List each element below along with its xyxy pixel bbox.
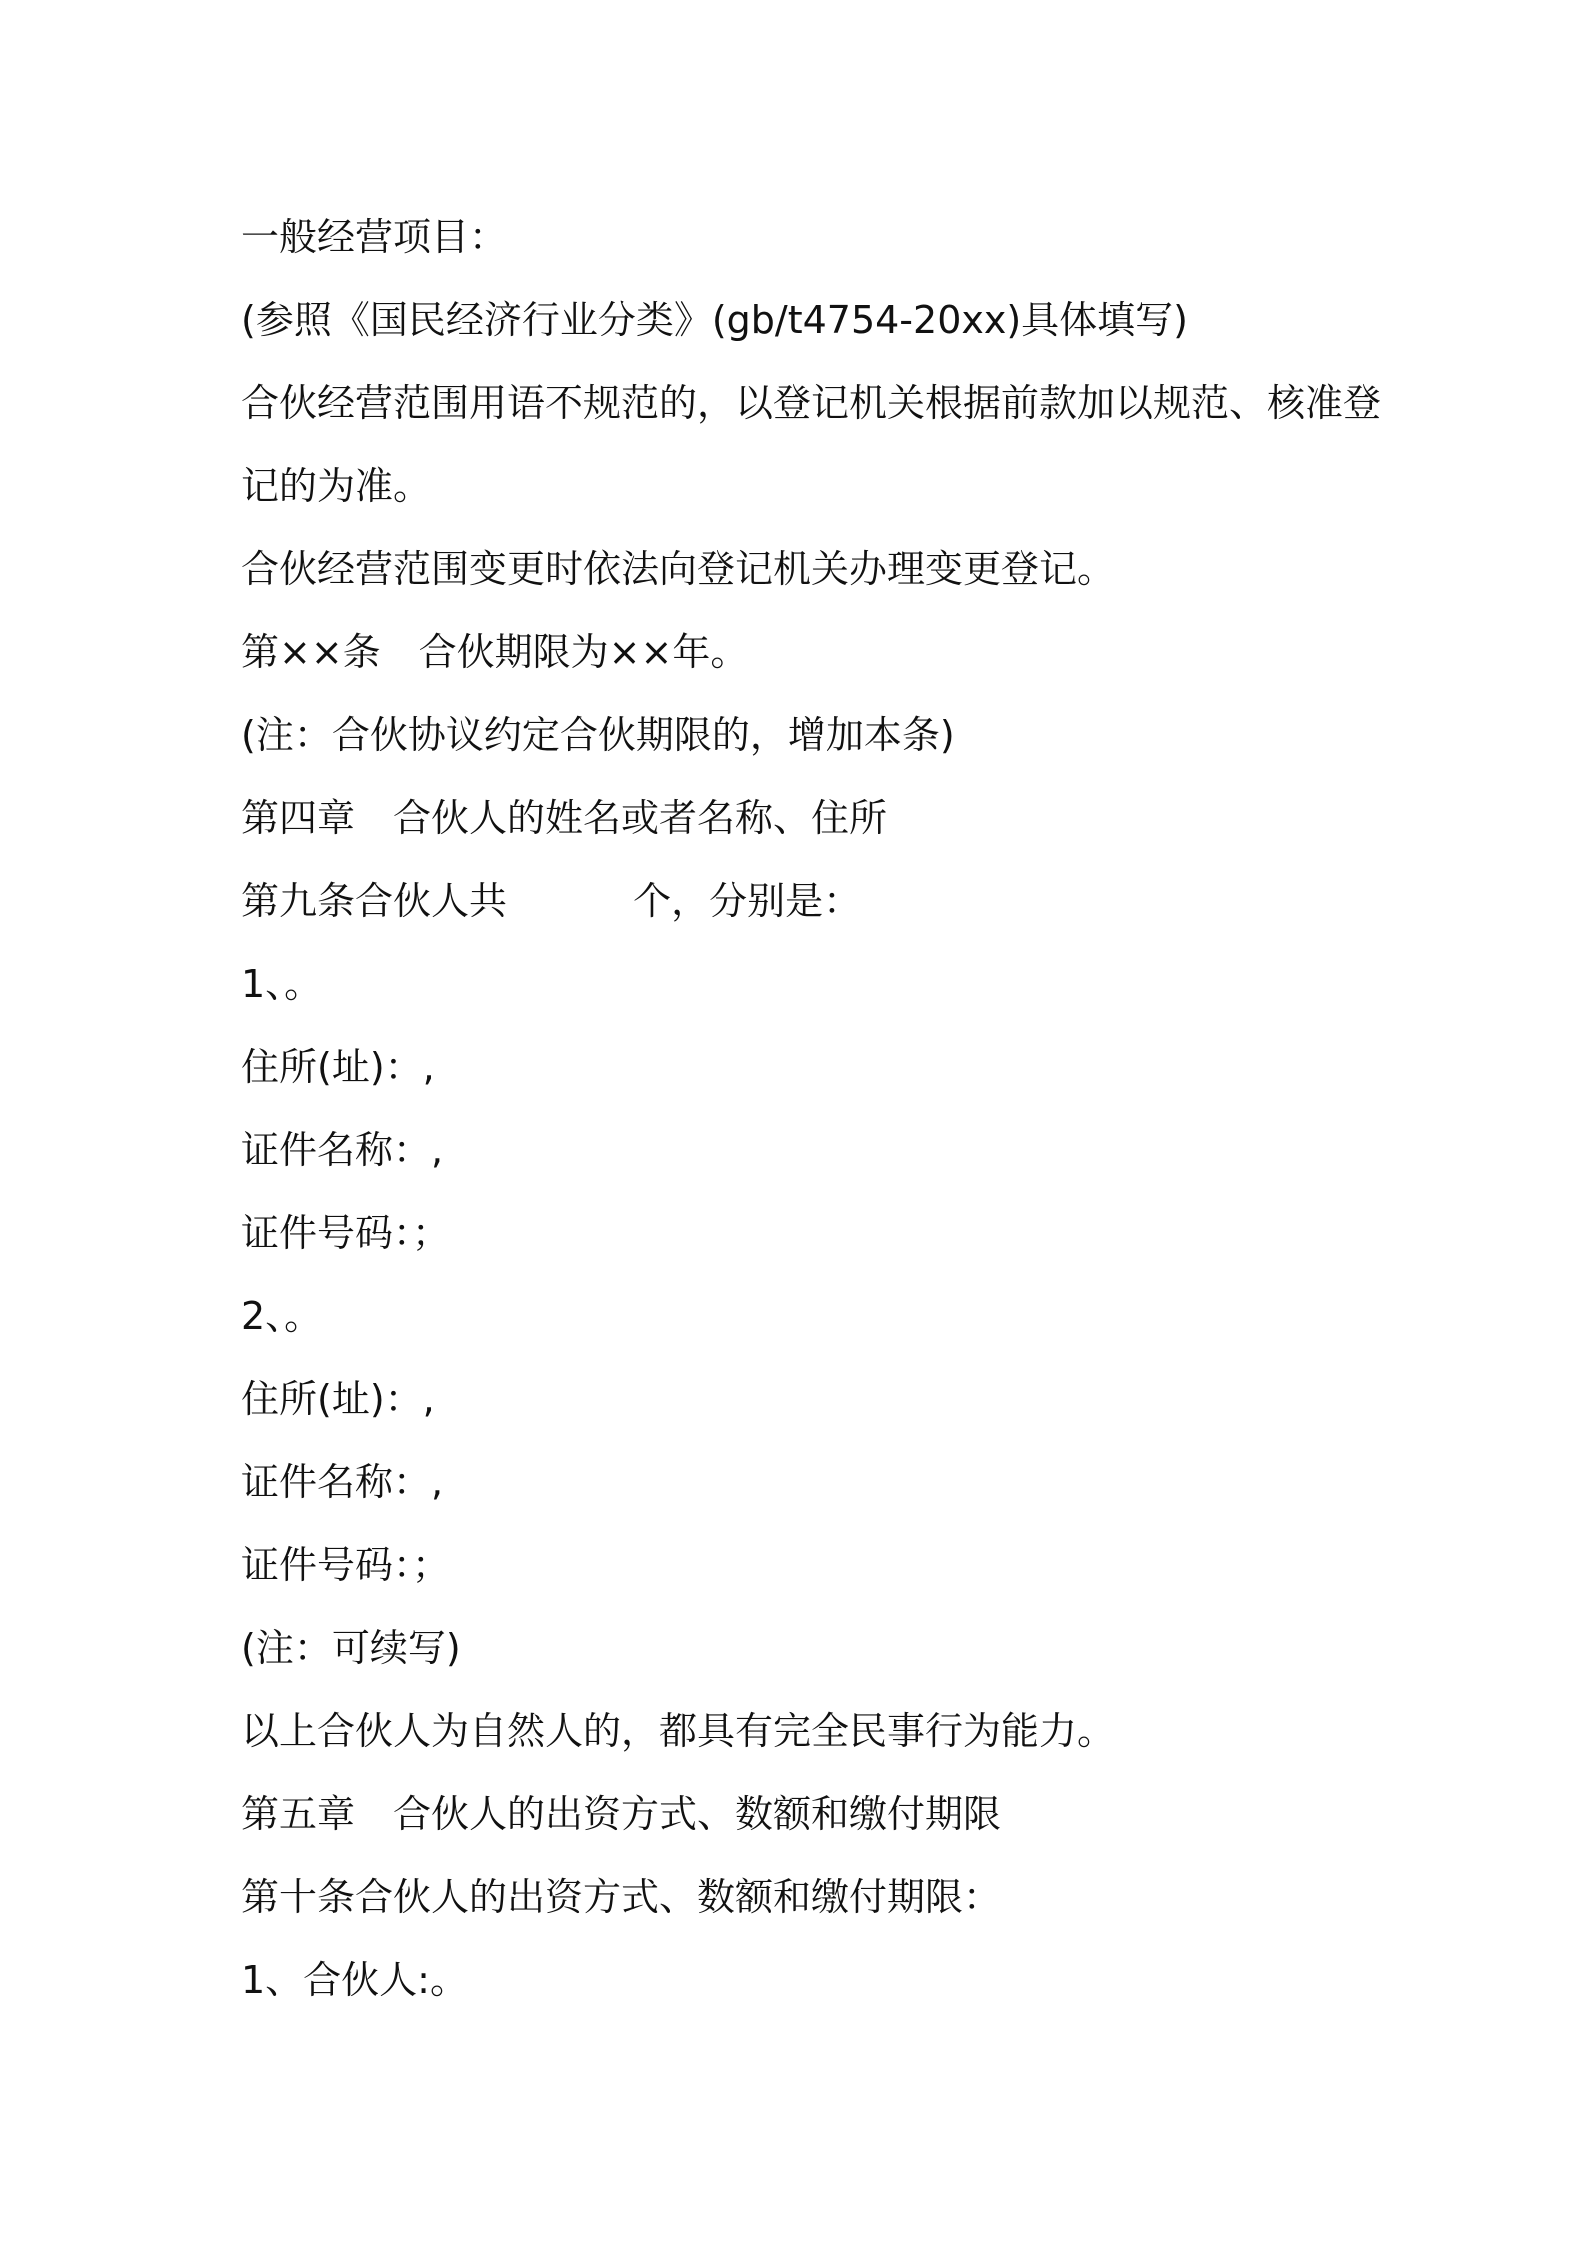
- article-heading: 第十条合伙人的出资方式、数额和缴付期限：: [241, 1875, 1002, 1919]
- document-body: [241, 196, 1382, 2022]
- chapter-heading: 第五章 合伙人的出资方式、数额和缴付期限: [241, 1792, 1002, 1836]
- text-line: (参照《国民经济行业分类》(gb/t4754-20xx)具体填写): [241, 298, 1188, 342]
- text-line: 以上合伙人为自然人的，都具有完全民事行为能力。: [241, 1709, 1116, 1753]
- note-line: (注：合伙协议约定合伙期限的，增加本条): [241, 713, 955, 757]
- form-field-id-number: 证件号码：；: [241, 1543, 451, 1587]
- list-item: 1、合伙人:。: [241, 1958, 468, 2002]
- list-item: 2、。: [241, 1294, 323, 1338]
- text-line: 合伙经营范围变更时依法向登记机关办理变更登记。: [241, 547, 1116, 591]
- chapter-heading: 第四章 合伙人的姓名或者名称、住所: [241, 796, 888, 840]
- text-line: 合伙经营范围用语不规范的，以登记机关根据前款加以规范、核准登: [241, 381, 1382, 425]
- list-item: 1、。: [241, 962, 323, 1006]
- article-heading: 第××条 合伙期限为××年。: [241, 630, 749, 674]
- form-field-id-type: 证件名称：,: [241, 1128, 444, 1172]
- article-heading: 第九条合伙人共 个，分别是：: [241, 879, 862, 923]
- note-line: (注：可续写): [241, 1626, 461, 1670]
- form-field-id-type: 证件名称：,: [241, 1460, 444, 1504]
- form-field-address: 住所(址)：,: [241, 1377, 435, 1421]
- text-line: 记的为准。: [241, 464, 432, 508]
- form-field-address: 住所(址)：,: [241, 1045, 435, 1089]
- form-field-id-number: 证件号码：；: [241, 1211, 451, 1255]
- text-line: 一般经营项目：: [241, 215, 508, 259]
